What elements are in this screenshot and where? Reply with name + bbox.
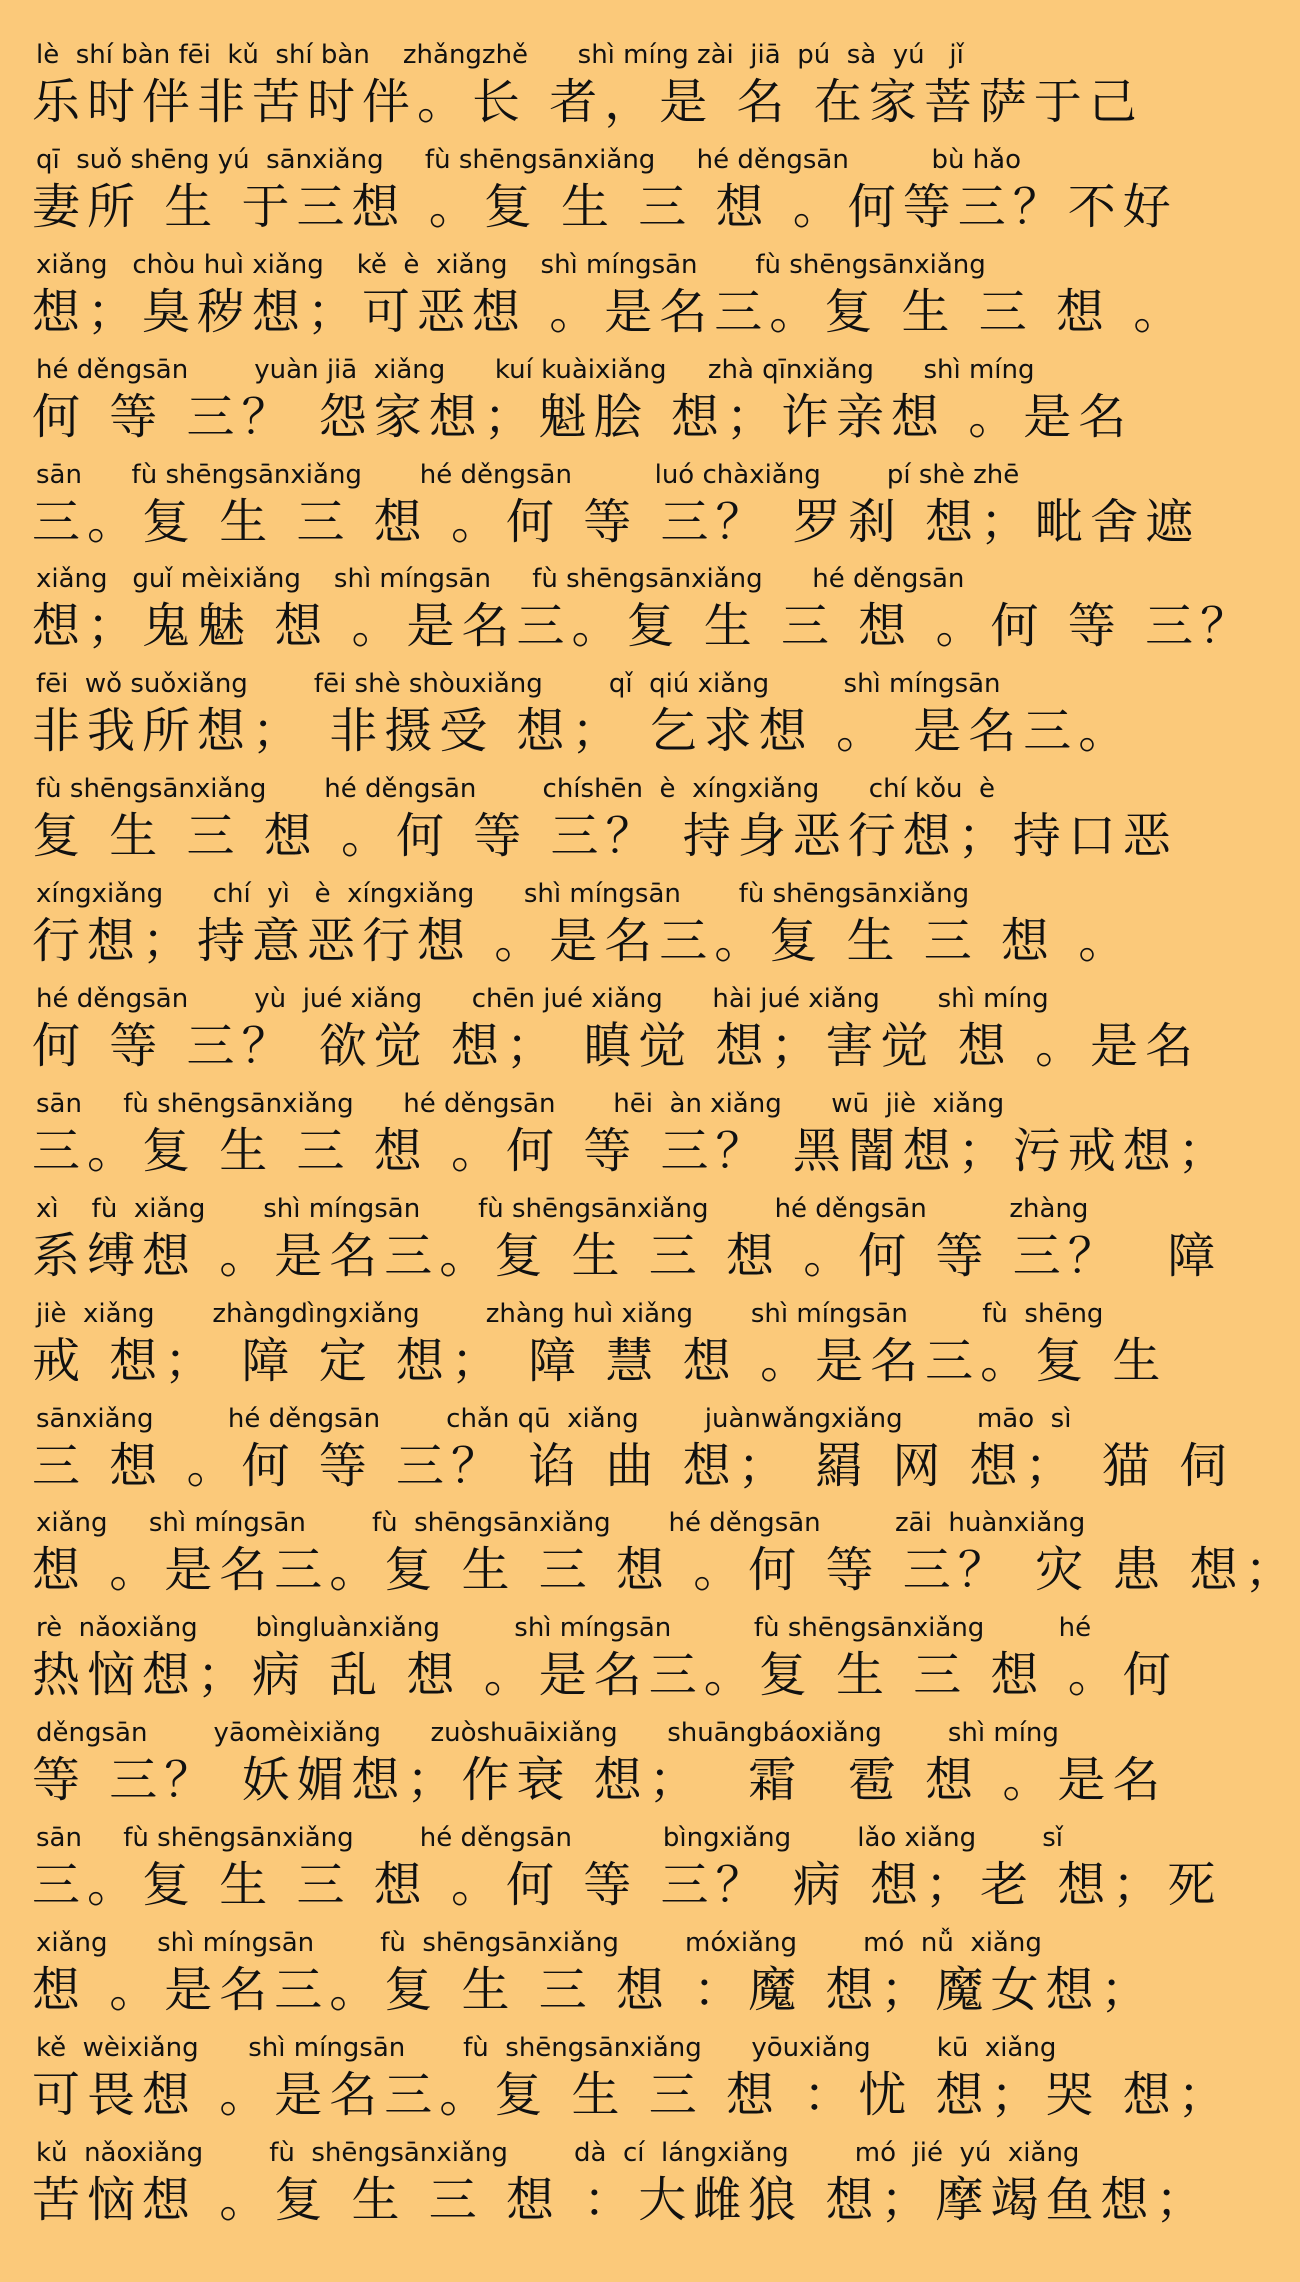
hanzi-line: 三。复 生 三 想 。何 等 三？ 黑闇想；污戒想；	[32, 1122, 1233, 1179]
text-line	[0, 1402, 1235, 1507]
text-line	[0, 458, 1201, 563]
text-line	[0, 1821, 1223, 1926]
hanzi-line: 等 三？ 妖媚想；作衰 想； 霜 雹 想 。是名	[32, 1752, 1168, 1809]
pinyin-line: hé děngsān yuàn jiā xiǎng kuí kuàixiǎng zhà qīnxiǎng shì míng	[36, 354, 1035, 385]
text-line	[0, 353, 1134, 458]
text-line	[0, 877, 1134, 982]
pinyin-line: sān fù shēngsānxiǎng hé děngsān luó chàxiǎng pí shè zhē	[36, 459, 1020, 490]
pinyin-line: xiǎng guǐ mèixiǎng shì míngsān fù shēngsānxiǎng hé děngsān	[36, 564, 965, 595]
text-line	[0, 982, 1201, 1087]
pinyin-line: xì fù xiǎng shì míngsān fù shēngsānxiǎng hé děngsān zhàng	[36, 1193, 1089, 1224]
pinyin-line: rè nǎoxiǎng bìngluànxiǎng shì míngsān fù shēngsānxiǎng hé	[36, 1613, 1092, 1644]
hanzi-line: 戒 想； 障 定 想； 障 慧 想 。是名三。复 生	[32, 1332, 1168, 1389]
hanzi-line: 三。复 生 三 想 。何 等 三？ 病 想；老 想；死	[32, 1857, 1223, 1914]
hanzi-line: 想；鬼魅 想 。是名三。复 生 三 想 。何 等 三？	[32, 598, 1256, 655]
hanzi-line: 何 等 三？ 欲觉 想； 瞋觉 想；害觉 想 。是名	[32, 1018, 1201, 1075]
text-line	[0, 38, 1144, 143]
hanzi-line: 三。复 生 三 想 。何 等 三？ 罗刹 想；毗舍遮	[32, 493, 1201, 550]
hanzi-line: 系缚想 。是名三。复 生 三 想 。何 等 三？ 障	[32, 1227, 1223, 1284]
pinyin-line: fēi wǒ suǒxiǎng fēi shè shòuxiǎng qǐ qiú xiǎng shì míngsān	[36, 669, 1001, 700]
text-line	[0, 248, 1189, 353]
pinyin-line: sān fù shēngsānxiǎng hé děngsān hēi àn xiǎng wū jiè xiǎng	[36, 1088, 1005, 1119]
hanzi-line: 苦恼想 。复 生 三 想 ：大雌狼 想；摩竭鱼想；	[32, 2171, 1211, 2228]
text-line	[0, 1716, 1168, 1821]
hanzi-line: 非我所想； 非摄受 想； 乞求想 。 是名三。	[32, 703, 1134, 760]
hanzi-line: 热恼想；病 乱 想 。是名三。复 生 三 想 。何	[32, 1647, 1178, 1704]
hanzi-line: 想；臭秽想；可恶想 。是名三。复 生 三 想 。	[32, 283, 1189, 340]
text-line	[0, 1192, 1223, 1297]
hanzi-line: 乐时伴非苦时伴。长 者，是 名 在家菩萨于己	[32, 74, 1144, 130]
pinyin-line: xiǎng shì míngsān fù shēngsānxiǎng móxiǎng mó nǚ xiǎng	[36, 1928, 1042, 1959]
pinyin-line: qī suǒ shēng yú sānxiǎng fù shēngsānxiǎng hé děngsān bù hǎo	[36, 144, 1022, 175]
text-line	[0, 1506, 1300, 1611]
text-line	[0, 772, 1178, 877]
hanzi-line: 复 生 三 想 。何 等 三？ 持身恶行想；持口恶	[32, 808, 1178, 865]
pinyin-line: fù shēngsānxiǎng hé děngsān chíshēn è xíngxiǎng chí kǒu è	[36, 774, 996, 805]
text-line	[0, 2031, 1233, 2136]
pinyin-line: sānxiǎng hé děngsān chǎn qū xiǎng juànwǎngxiǎng māo sì	[36, 1403, 1072, 1434]
text-line	[0, 1926, 1156, 2031]
pinyin-line: lè shí bàn fēi kǔ shí bàn zhǎngzhě shì míng zài jiā pú sà yú jǐ	[36, 40, 964, 70]
pinyin-line: kǔ nǎoxiǎng fù shēngsānxiǎng dà cí lángxiǎng mó jié yú xiǎng	[36, 2137, 1080, 2168]
hanzi-line: 妻所 生 于三想 。复 生 三 想 。何等三？不好	[32, 178, 1178, 235]
text-line	[0, 1297, 1168, 1402]
pinyin-line: xiǎng shì míngsān fù shēngsānxiǎng hé děngsān zāi huànxiǎng	[36, 1508, 1086, 1539]
pinyin-line: kě wèixiǎng shì míngsān fù shēngsānxiǎng yōuxiǎng kū xiǎng	[36, 2032, 1057, 2063]
text-line	[0, 667, 1134, 772]
hanzi-line: 想 。是名三。复 生 三 想 ：魔 想；魔女想；	[32, 1962, 1156, 2019]
pinyin-line: xiǎng chòu huì xiǎng kě è xiǎng shì míngsān fù shēngsānxiǎng	[36, 249, 986, 280]
hanzi-line: 可畏想 。是名三。复 生 三 想 ：忧 想；哭 想；	[32, 2066, 1233, 2123]
text-line	[0, 562, 1256, 667]
hanzi-line: 三 想 。何 等 三？ 谄 曲 想； 羂 网 想； 猫 伺	[32, 1437, 1235, 1494]
hanzi-line: 何 等 三？ 怨家想；魁脍 想；诈亲想 。是名	[32, 388, 1134, 445]
pinyin-line: sān fù shēngsānxiǎng hé děngsān bìngxiǎng lǎo xiǎng sǐ	[36, 1823, 1063, 1854]
text-line	[0, 2136, 1211, 2241]
hanzi-line: 想 。是名三。复 生 三 想 。何 等 三？ 灾 患 想；	[32, 1542, 1300, 1599]
pinyin-line: xíngxiǎng chí yì è xíngxiǎng shì míngsān fù shēngsānxiǎng	[36, 879, 970, 910]
pinyin-line: jiè xiǎng zhàngdìngxiǎng zhàng huì xiǎng shì míngsān fù shēng	[36, 1298, 1104, 1329]
pinyin-line: hé děngsān yù jué xiǎng chēn jué xiǎng hài jué xiǎng shì míng	[36, 984, 1049, 1015]
pinyin-line: děngsān yāomèixiǎng zuòshuāixiǎng shuāngbáoxiǎng shì míng	[36, 1718, 1059, 1749]
text-line	[0, 1611, 1178, 1716]
text-line	[0, 1087, 1233, 1192]
text-line	[0, 143, 1178, 248]
hanzi-line: 行想；持意恶行想 。是名三。复 生 三 想 。	[32, 913, 1134, 970]
